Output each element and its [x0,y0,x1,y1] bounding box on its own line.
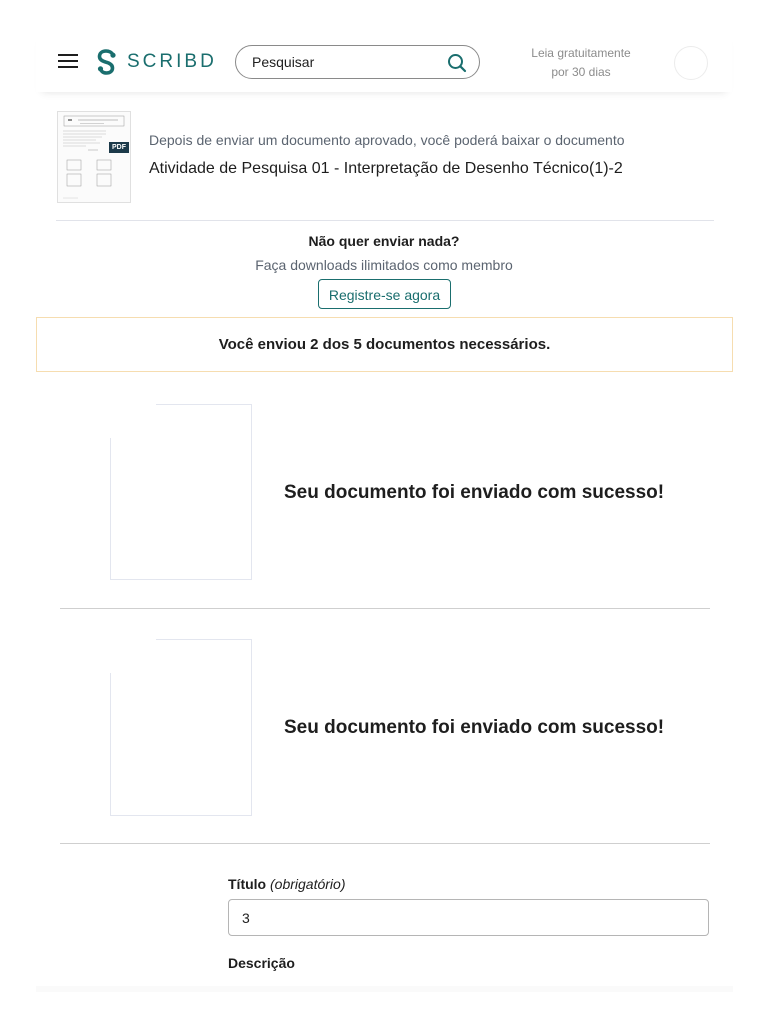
document-page-preview-icon [58,112,130,202]
site-header [36,30,732,92]
uploaded-document-preview [110,404,252,580]
upload-success-item [60,373,710,609]
menu-icon[interactable] [58,54,78,68]
upload-success-item [60,608,710,844]
description-field-label: Descrição [228,955,295,971]
cta-subtitle: Faça downloads ilimitados como membro [255,257,513,273]
uploaded-document-preview [110,639,252,816]
upload-progress-notice: Você enviou 2 dos 5 documentos necessários. [36,317,733,372]
upload-success-message: Seu documento foi enviado com sucesso! [284,717,665,738]
document-thumbnail [57,111,131,203]
scribd-logo-icon [96,49,118,75]
register-button[interactable]: Registre-se agora [318,279,451,309]
search-bar [235,45,480,79]
free-trial-link[interactable] [516,44,646,82]
search-icon[interactable] [447,53,467,73]
scribd-logo[interactable] [96,49,217,75]
cta-title: Não quer enviar nada? [308,233,460,249]
free-trial-line-1: Leia gratuitamente [531,46,631,60]
title-required-hint: (obrigatório) [270,876,346,892]
document-summary [56,108,714,221]
document-download-note: Depois de enviar um documento aprovado, você poderá baixar o documento [149,132,625,148]
brand-name: SCRIBD [127,51,217,72]
search-input[interactable] [250,53,439,71]
free-trial-line-2: por 30 dias [551,65,611,79]
title-field-label [228,876,345,892]
avatar[interactable] [674,46,708,80]
document-title[interactable]: Atividade de Pesquisa 01 - Interpretação de Desenho Técnico(1)-2 [149,160,623,177]
pdf-badge: PDF [109,142,129,153]
form-bottom-divider [36,986,733,992]
upload-success-message: Seu documento foi enviado com sucesso! [284,482,665,503]
title-label-text: Título [228,876,267,892]
title-input[interactable] [228,899,709,936]
